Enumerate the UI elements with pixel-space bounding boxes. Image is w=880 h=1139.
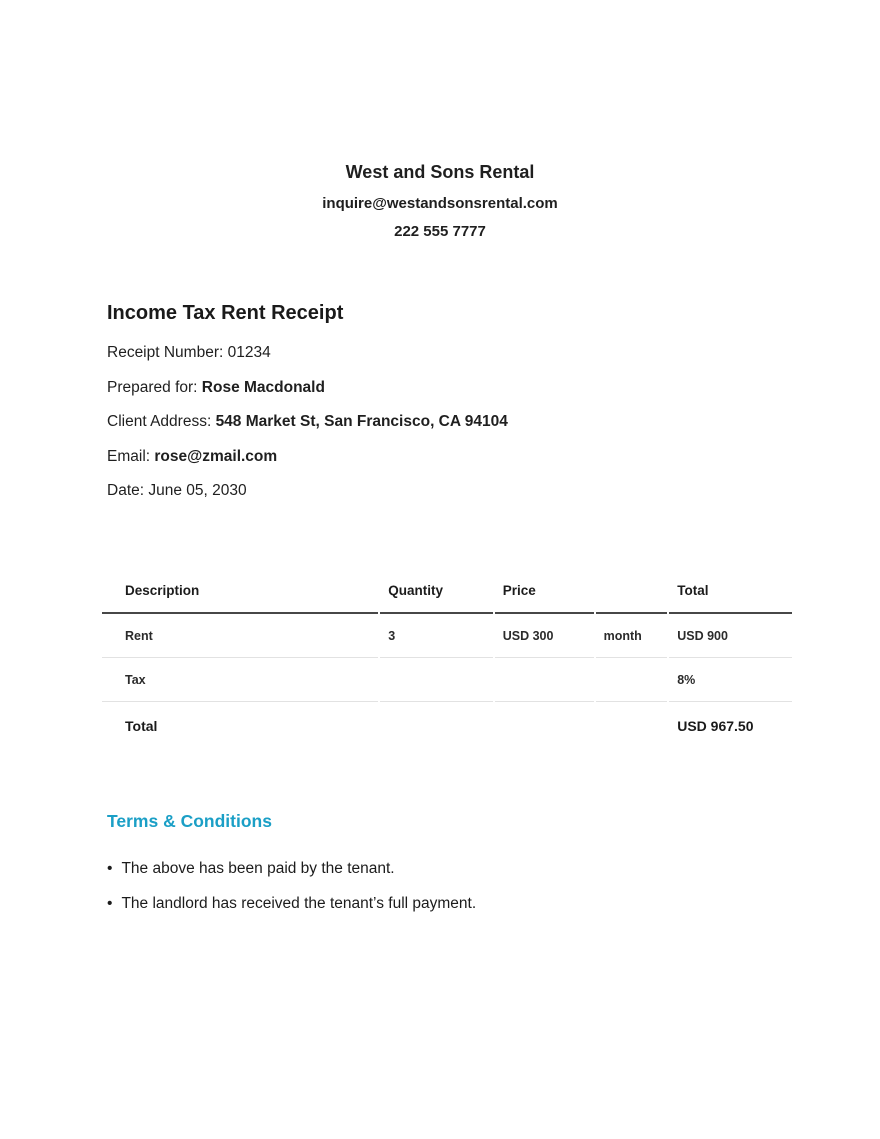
cell-total: 8% — [669, 658, 792, 702]
company-email: inquire@westandsonsrental.com — [322, 195, 558, 212]
cell-total: USD 900 — [669, 614, 792, 658]
total-label: Total — [125, 718, 158, 734]
header-quantity: Quantity — [380, 570, 493, 614]
cell-unit — [596, 658, 668, 702]
cell-price — [495, 658, 594, 702]
cell-unit: month — [596, 614, 668, 658]
table-row — [102, 658, 792, 702]
email-field — [107, 447, 794, 466]
date-field — [107, 481, 794, 500]
cell-quantity — [380, 658, 493, 702]
email-label: Email: — [107, 447, 155, 465]
cell-description: Tax — [102, 658, 378, 702]
bullet-icon: • — [107, 895, 113, 912]
client-address-label: Client Address: — [107, 413, 216, 430]
terms-item — [107, 894, 794, 914]
terms-title: Terms & Conditions — [107, 811, 272, 831]
prepared-for-field — [107, 378, 794, 397]
table-total-row — [102, 702, 792, 752]
receipt-number-label: Receipt Number: — [107, 344, 228, 361]
terms-section — [107, 811, 794, 914]
table-header-row — [102, 570, 792, 614]
header-total: Total — [669, 570, 792, 614]
date-value: June 05, 2030 — [148, 482, 247, 499]
receipt-number-field — [107, 343, 794, 362]
company-header — [0, 0, 880, 240]
total-value: USD 967.50 — [677, 718, 754, 734]
receipt-title: Income Tax Rent Receipt — [107, 302, 344, 324]
cell-quantity: 3 — [380, 614, 493, 658]
bullet-icon: • — [107, 860, 113, 877]
prepared-for-value: Rose Macdonald — [201, 378, 325, 396]
cell-description: Rent — [102, 614, 378, 658]
email-value: rose@zmail.com — [154, 447, 278, 465]
cell-price: USD 300 — [495, 614, 594, 658]
terms-item — [107, 859, 794, 879]
receipt-info — [107, 302, 794, 500]
client-address-field — [107, 412, 794, 431]
terms-item-text: The landlord has received the tenant’s full payment. — [121, 895, 477, 912]
date-label: Date: — [107, 482, 149, 499]
line-items-table — [100, 570, 794, 752]
receipt-number-value: 01234 — [227, 344, 271, 361]
prepared-for-label: Prepared for: — [107, 378, 202, 396]
line-items-table-wrap — [100, 570, 794, 752]
header-description: Description — [102, 570, 378, 614]
table-row — [102, 614, 792, 658]
client-address-value: 548 Market St, San Francisco, CA 94104 — [215, 413, 508, 430]
header-unit — [596, 570, 668, 614]
terms-item-text: The above has been paid by the tenant. — [121, 860, 395, 877]
company-name: West and Sons Rental — [345, 162, 535, 182]
header-price: Price — [495, 570, 594, 614]
company-phone: 222 555 7777 — [394, 223, 486, 240]
